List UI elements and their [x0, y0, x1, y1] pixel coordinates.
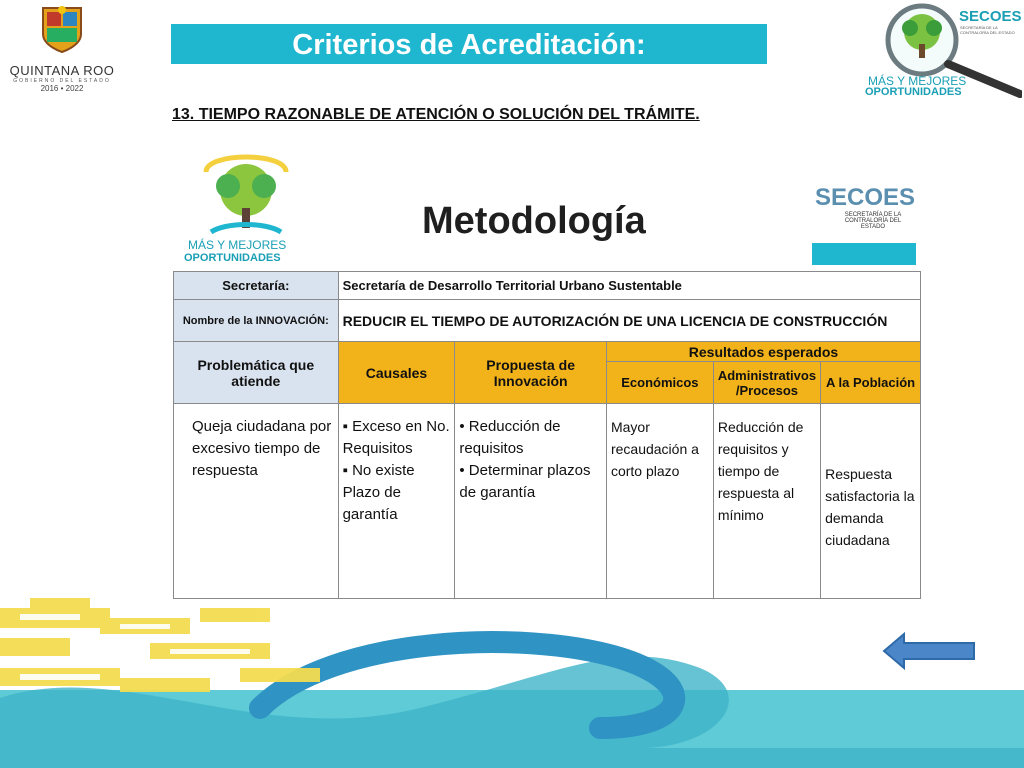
header-problematica: Problemática que atiende	[174, 342, 339, 404]
government-label: GOBIERNO DEL ESTADO	[13, 78, 111, 84]
slide-title: Metodología	[422, 200, 646, 242]
secoes-logo	[862, 2, 1022, 102]
secretaria-label: Secretaría:	[174, 272, 339, 300]
slogan-line2: OPORTUNIDADES	[865, 86, 962, 98]
state-name: QUINTANA ROO	[9, 63, 115, 78]
table-row	[174, 404, 921, 599]
innovacion-label: Nombre de la INNOVACIÓN:	[174, 300, 339, 342]
table-row	[174, 342, 921, 362]
slide-slogan-line1: MÁS Y MEJORES	[188, 238, 287, 252]
slogan-line1: MÁS Y MEJORES	[868, 74, 967, 88]
propuesta-item: • Determinar plazos de garantía	[459, 462, 591, 501]
table-row	[174, 272, 921, 300]
cell-propuesta	[455, 404, 607, 599]
mas-y-mejores-logo	[182, 152, 310, 272]
government-years: 2016 • 2022	[40, 84, 84, 93]
cell-economicos: Mayor recaudación a corto plazo	[606, 404, 713, 599]
cell-administrativos: Reducción de requisitos y tiempo de respuesta al mínimo	[713, 404, 820, 599]
page-title: Criterios de Acreditación:	[171, 24, 767, 64]
slide-slogan-line2: OPORTUNIDADES	[184, 252, 281, 264]
innovacion-value: REDUCIR EL TIEMPO DE AUTORIZACIÓN DE UNA LICENCIA DE CONSTRUCCIÓN	[338, 300, 920, 342]
header-administrativos: Administrativos /Procesos	[713, 362, 820, 404]
header-propuesta: Propuesta de Innovación	[455, 342, 607, 404]
causal-item: ▪ Exceso en No. Requisitos	[342, 418, 450, 457]
secoes-banner	[812, 243, 916, 265]
cell-causales	[338, 404, 455, 599]
left-arrow-icon[interactable]	[882, 632, 976, 670]
methodology-table	[173, 271, 921, 599]
header-economicos: Económicos	[606, 362, 713, 404]
secoes-brand: SECOES	[959, 8, 1022, 25]
header-causales: Causales	[338, 342, 455, 404]
decorative-background	[0, 598, 1024, 768]
tree-icon	[196, 152, 296, 242]
slide-secoes-subtitle: SECRETARÍA DE LA CONTRALORÍA DEL ESTADO	[844, 212, 902, 230]
header-poblacion: A la Población	[821, 362, 921, 404]
secoes-subtitle: SECRETARÍA DE LA CONTRALORÍA DEL ESTADO	[960, 25, 1015, 35]
slide-secoes-brand: SECOES	[815, 184, 916, 211]
propuesta-item: • Reducción de requisitos	[459, 418, 561, 457]
criterion-heading: 13. TIEMPO RAZONABLE DE ATENCIÓN O SOLUCIÓN DEL TRÁMITE.	[172, 106, 700, 123]
table-row	[174, 300, 921, 342]
header-resultados: Resultados esperados	[606, 342, 920, 362]
causal-item: ▪ No existe Plazo de garantía	[342, 462, 415, 523]
cell-poblacion: Respuesta satisfactoria la demanda ciudadana	[821, 404, 921, 599]
cell-problematica: Queja ciudadana por excesivo tiempo de respuesta	[174, 404, 339, 599]
quintana-roo-logo	[8, 4, 116, 104]
secretaria-value: Secretaría de Desarrollo Territorial Urbano Sustentable	[338, 272, 920, 300]
state-shield-icon	[39, 4, 85, 54]
